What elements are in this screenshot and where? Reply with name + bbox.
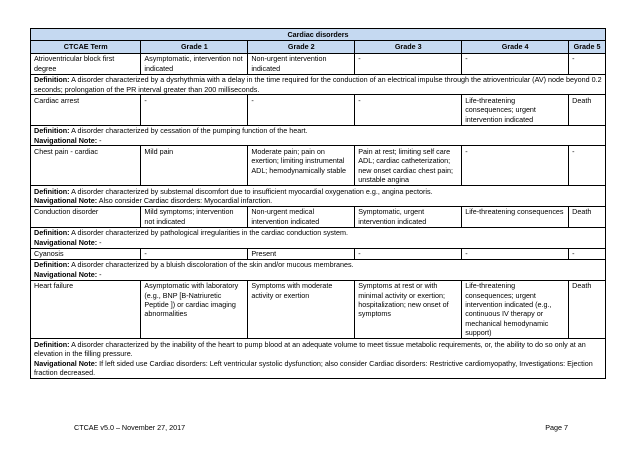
grade-5-cell: - [569, 248, 606, 259]
definition-text: A disorder characterized by a dysrhythmia with a delay in the time required for the conduction of an electrical impulse through the atrioventricular (AV) node beyond 0.2 seconds; prolongation of the PR interval greater than 200 milliseconds. [34, 75, 602, 94]
definition-cell [31, 339, 606, 379]
grade-4-cell: - [462, 146, 569, 186]
term-name: Cardiac arrest [31, 95, 141, 125]
section-header-row [31, 29, 606, 41]
term-row [31, 280, 606, 338]
grade-1-cell: Asymptomatic, intervention not indicated [141, 53, 248, 74]
term-name: Chest pain - cardiac [31, 146, 141, 186]
definition-row [31, 259, 606, 280]
grade-1-cell: - [141, 248, 248, 259]
navigational-note-label: Navigational Note: [34, 269, 98, 279]
navigational-note-label: Navigational Note: [34, 135, 98, 145]
grade-4-cell: - [462, 53, 569, 74]
definition-row [31, 186, 606, 207]
col-header-grade-2: Grade 2 [248, 41, 355, 53]
grade-5-cell: - [569, 53, 606, 74]
navigational-note-label: Navigational Note: [34, 196, 98, 205]
footer-version: CTCAE v5.0 – November 27, 2017 [74, 423, 186, 432]
navigational-note-text: - [99, 135, 102, 145]
definition-label: Definition: [34, 228, 70, 238]
footer-page-number: Page 7 [545, 423, 568, 432]
grade-4-cell: - [462, 248, 569, 259]
grade-1-cell: Asymptomatic with laboratory (e.g., BNP [B-Natriuretic Peptide ]) or cardiac imaging abnormalities [141, 280, 248, 338]
definition-row [31, 74, 606, 95]
definition-label: Definition: [34, 186, 70, 196]
definition-label: Definition: [34, 126, 70, 136]
grade-1-cell: Mild pain [141, 146, 248, 186]
grade-5-cell: Death [569, 206, 606, 227]
navigational-note-label: Navigational Note: [34, 237, 98, 247]
definition-cell [31, 125, 606, 146]
definition-text: A disorder characterized by a bluish discoloration of the skin and/or mucous membranes. [71, 260, 354, 270]
grade-3-cell: - [355, 53, 462, 74]
navigational-note-label: Navigational Note: [34, 358, 98, 368]
term-row [31, 146, 606, 186]
term-row [31, 95, 606, 125]
grade-2-cell: - [248, 95, 355, 125]
navigational-note-text: If left sided use Cardiac disorders: Left ventricular systolic dysfunction; also consider Cardiac disorders: Restrictive cardiomyopathy, Investigations: Ejection fraction decreased. [34, 358, 593, 377]
grade-5-cell: Death [569, 95, 606, 125]
navigational-note-text: - [99, 269, 102, 279]
grade-3-cell: - [355, 95, 462, 125]
section-title: Cardiac disorders [31, 29, 606, 41]
grade-3-cell: - [355, 248, 462, 259]
definition-text: A disorder characterized by the inability of the heart to pump blood at an adequate volume to meet tissue metabolic requirements, or, the ability to do so only at an elevation in the filling pressure. [34, 339, 586, 359]
definition-cell [31, 259, 606, 280]
definition-label: Definition: [34, 339, 70, 349]
definition-row [31, 339, 606, 379]
cardiac-disorders-table [30, 28, 606, 379]
column-header-row [31, 41, 606, 53]
definition-text: A disorder characterized by substernal discomfort due to insufficient myocardial oxygenation e.g., angina pectoris. [71, 186, 433, 196]
grade-1-cell: Mild symptoms; intervention not indicated [141, 206, 248, 227]
grade-4-cell: Life-threatening consequences [462, 206, 569, 227]
term-name: Heart failure [31, 280, 141, 338]
grade-4-cell: Life-threatening consequences; urgent intervention indicated [462, 95, 569, 125]
definition-cell [31, 74, 606, 95]
term-name: Cyanosis [31, 248, 141, 259]
definition-label: Definition: [34, 260, 70, 270]
grade-3-cell: Pain at rest; limiting self care ADL; cardiac catheterization; new onset cardiac chest pain; unstable angina [355, 146, 462, 186]
grade-2-cell: Symptoms with moderate activity or exertion [248, 280, 355, 338]
term-row [31, 206, 606, 227]
definition-label: Definition: [34, 75, 70, 85]
grade-2-cell: Non-urgent intervention indicated [248, 53, 355, 74]
col-header-grade-1: Grade 1 [141, 41, 248, 53]
definition-cell [31, 186, 606, 207]
definition-text: A disorder characterized by cessation of the pumping function of the heart. [71, 126, 308, 136]
term-row [31, 53, 606, 74]
grade-2-cell: Moderate pain; pain on exertion; limiting instrumental ADL; hemodynamically stable [248, 146, 355, 186]
col-header-grade-4: Grade 4 [462, 41, 569, 53]
term-row [31, 248, 606, 259]
definition-text: A disorder characterized by pathological irregularities in the cardiac conduction system. [71, 228, 348, 238]
definition-row [31, 125, 606, 146]
grade-2-cell: Present [248, 248, 355, 259]
term-name: Conduction disorder [31, 206, 141, 227]
definition-cell [31, 227, 606, 248]
grade-2-cell: Non-urgent medical intervention indicated [248, 206, 355, 227]
grade-1-cell: - [141, 95, 248, 125]
navigational-note-text: Also consider Cardiac disorders: Myocardial infarction. [98, 196, 273, 205]
grade-3-cell: Symptomatic, urgent intervention indicated [355, 206, 462, 227]
grade-5-cell: Death [569, 280, 606, 338]
definition-row [31, 227, 606, 248]
grade-3-cell: Symptoms at rest or with minimal activity or exertion; hospitalization; new onset of symptoms [355, 280, 462, 338]
col-header-grade-5: Grade 5 [569, 41, 606, 53]
grade-5-cell: - [569, 146, 606, 186]
col-header-grade-3: Grade 3 [355, 41, 462, 53]
col-header-term: CTCAE Term [31, 41, 141, 53]
grade-4-cell: Life-threatening consequences; urgent intervention indicated (e.g., continuous IV therapy or mechanical hemodynamic support) [462, 280, 569, 338]
term-name: Atrioventricular block first degree [31, 53, 141, 74]
navigational-note-text: - [99, 237, 102, 247]
